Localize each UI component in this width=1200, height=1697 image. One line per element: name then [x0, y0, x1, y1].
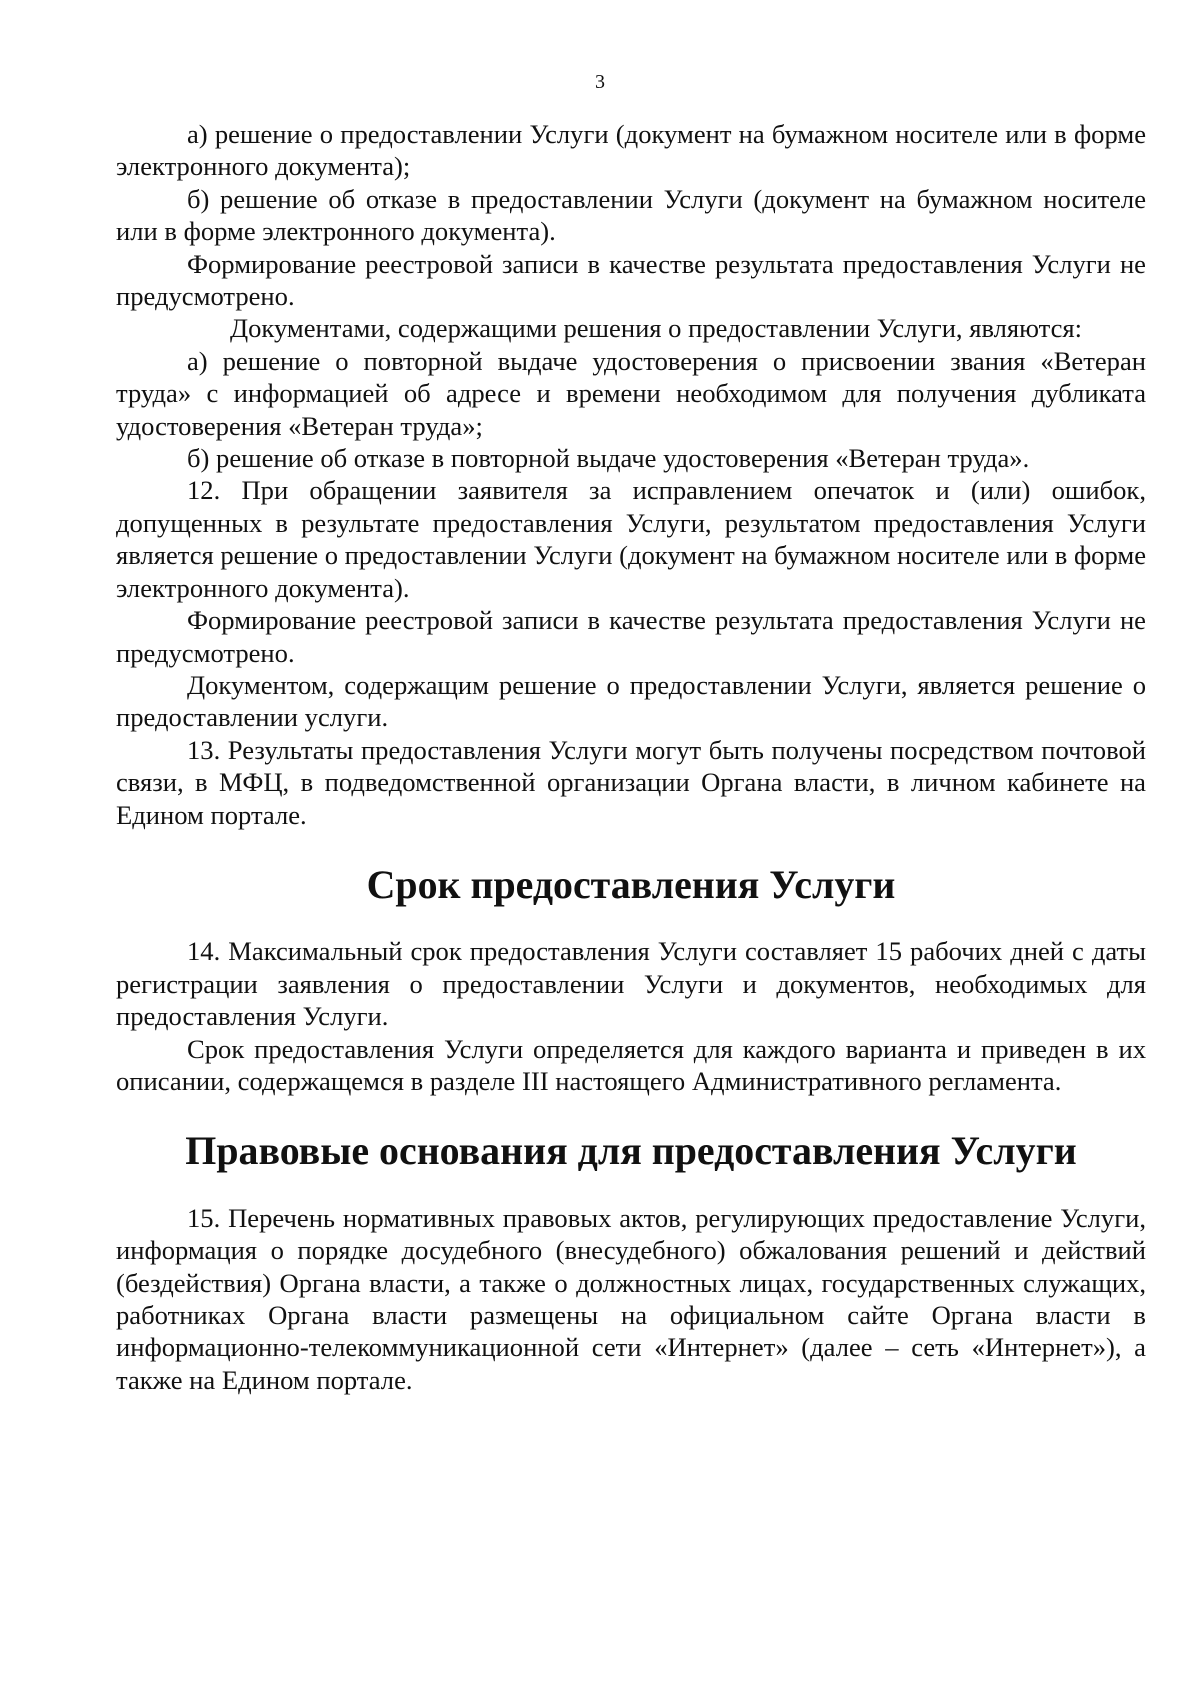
paragraph: Формирование реестровой записи в качестве результата предоставления Услуги не предусмотрено.	[116, 248, 1146, 312]
paragraph: б) решение об отказе в предоставлении Услуги (документ на бумажном носителе или в форме электронного документа).	[116, 183, 1146, 247]
paragraph: Документами, содержащими решения о предоставлении Услуги, являются:	[230, 313, 1083, 344]
document-body	[116, 118, 1146, 1396]
paragraph: б) решение об отказе в повторной выдаче удостоверения «Ветеран труда».	[187, 443, 1030, 474]
paragraph: Срок предоставления Услуги определяется для каждого варианта и приведен в их описании, содержащемся в разделе III настоящего Административного регламента.	[116, 1033, 1146, 1096]
paragraph: а) решение о предоставлении Услуги (документ на бумажном носителе или в форме электронного документа);	[116, 119, 1146, 182]
paragraph: Формирование реестровой записи в качестве результата предоставления Услуги не предусмотрено.	[116, 605, 1146, 668]
paragraph: 14. Максимальный срок предоставления Услуги составляет 15 рабочих дней с даты регистрации заявления о предоставлении Услуги и документов, необходимых для предоставления Услуги.	[116, 936, 1146, 1032]
paragraph: 13. Результаты предоставления Услуги могут быть получены посредством почтовой связи, в МФЦ, в подведомственной организации Органа власти, в личном кабинете на Едином портале.	[116, 734, 1146, 830]
page-number: 3	[595, 71, 605, 93]
paragraph: Документом, содержащим решение о предоставлении Услуги, является решение о предоставлении услуги.	[116, 669, 1146, 733]
paragraph: 15. Перечень нормативных правовых актов, регулирующих предоставление Услуги, информация о порядке досудебного (внесудебного) обжалования решений и действий (бездействия) Органа власти, а также о должностных лицах, государственных служащих, работниках Органа власти размещены на официальном сайте Органа власти в информационно-телекоммуникационной сети «Интернет» (далее – сеть «Интернет»), а также на Едином портале.	[116, 1202, 1146, 1395]
paragraph: 12. При обращении заявителя за исправлением опечаток и (или) ошибок, допущенных в результате предоставления Услуги, результатом предоставления Услуги является решение о предоставлении Услуги (документ на бумажном носителе или в форме электронного документа).	[116, 475, 1146, 603]
section-heading: Правовые основания для предоставления Услуги	[185, 1128, 1077, 1174]
paragraph: а) решение о повторной выдаче удостоверения о присвоении звания «Ветеран труда» с информацией об адресе и времени необходимом для получения дубликата удостоверения «Ветеран труда»;	[116, 345, 1146, 441]
section-heading: Срок предоставления Услуги	[366, 861, 896, 907]
